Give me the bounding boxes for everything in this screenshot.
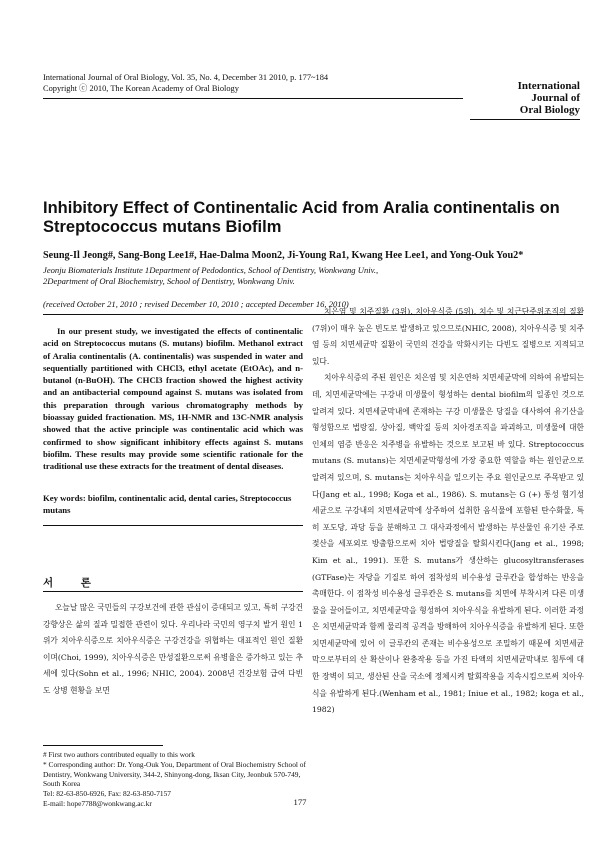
author-list: Seung-Il Jeong#, Sang-Bong Lee1#, Hae-Dalma Moon2, Ji-Young Ra1, Kwang Hee Lee1, and Yong-Ouk You2*	[43, 250, 524, 261]
affiliations	[43, 265, 583, 287]
affiliation-2: 2Department of Oral Biochemistry, School of Dentistry, Wonkwang Univ.	[43, 276, 295, 286]
affiliation-1: Jeonju Biomaterials Institute 1Department of Pedodontics, School of Dentistry, Wonkwang Univ.,	[43, 265, 379, 275]
copyright-line: Copyright ⓒ 2010, The Korean Academy of Oral Biology	[43, 84, 239, 93]
footnote-corresponding-author: * Corresponding author: Dr. Yong-Ouk You, Department of Oral Biochemistry School of Dentistry, Wonkwang University, 344-2, Shinyong-dong, Iksan City, Jeonbuk 570-749, South Korea	[43, 759, 306, 789]
keywords-label: Key words:	[43, 493, 86, 503]
body-paragraph-1: 치은염 및 치주질환 (3위), 치아우식증 (5위), 치수 및 치근단주위조직의 질환 (7위)이 매우 높은 빈도로 발생하고 있으므로(NHIC, 2008), 치아우식증 및 치주염 등의 치면세균막 질환이 국민의 건강을 악화시키는 다빈도 질병으로 지적되고 있다.	[312, 307, 584, 366]
footnote-phone-fax: Tel: 82-63-850-6926, Fax: 82-63-850-7157	[43, 789, 171, 799]
body-text-right	[312, 304, 584, 719]
section-heading-introduction: 서 론	[43, 577, 103, 589]
abstract-rule	[43, 525, 303, 526]
body-paragraph-2: 치아우식증의 주된 원인은 치은염 및 치은연하 치면세균막에 의하여 유발되는데, 치면세균막에는 구강내 미생물이 형성하는 dental biofilm의 일종인 것으로 알려져 있다. 치면세균막내에 존재하는 구강 미생물은 당질을 대사하여 유기산을 형성함으로 법랑질, 상아질, 백악질 등의 치아경조직을 파괴하고, 미생물에 대한 인체의 염증 반응은 치주병을 유발하는 것으로 보고된 바 있다. Streptococcus mutans (S. mutans)는 치면세균막형성에 가장 중요한 역할을 하는 원인균으로 알려져 있으며, S. mutans는 치아우식을 일으키는 주요 원인균으로 주목받고 있다(Jang et al., 1998; Koga et al., 1986). S. mutans는 G (+) 통성 혐기성세균으로 구강내의 치면세균막에 상주하여 섭취한 음식물에 포함된 탄수화물, 특히 포도당, 과당 등을 분해하고 그 대사과정에서 발생하는 부산물인 유기산 주로 젖산을 세포외로 방출함으로써 치아 법랑질을 탈회시킨다(Jang et al., 1998; Kim et al., 1991). 또한 S. mutans가 생산하는 glucosyltransferases (GTFase)는 자당을 기질로 하여 점착성의 비수용성 글루칸을 합성하는 반응을 촉매한다. 이 점착성 비수용성 글루칸은 S. mutans를 치면에 부착시켜 다른 미생물을 끌어들이고, 치면세균막을 형성하여 치아우식을 유발하게 된다. 이러한 과정은 치면세균막과 함께 물리적 공격을 방해하여 치아우식증을 유발하게 된다. 또한 치면세균막에 있어 이 글루칸의 존재는 비수용성으로 조밀하기 때문에 치면세균막으로부터의 산 확산이나 완충작용 등을 가진 타액의 치면세균막내로 침투에 대한 장벽이 되고, 생산된 산을 국소에 정체시켜 탈회작용을 지속시킴으로써 치아우식을 유발하게 된다.(Wenham et al., 1981; Iniue et al., 1982; koga et al., 1982)	[312, 373, 584, 715]
header-rule	[43, 98, 463, 99]
section-rule	[43, 591, 303, 592]
paper-title	[43, 199, 563, 237]
page-number: 177	[293, 797, 307, 807]
footnote-email: E-mail: hope7788@wonkwang.ac.kr	[43, 798, 152, 808]
keywords-text: biofilm, continentalic acid, dental caries, Streptococcus mutans	[43, 493, 292, 515]
journal-citation-header	[43, 72, 328, 94]
received-dates: (received October 21, 2010 ; revised December 10, 2010 ; accepted December 16, 2010)	[43, 299, 349, 309]
footnote-rule	[43, 745, 163, 746]
title-line-2: Streptococcus mutans Biofilm	[43, 218, 282, 236]
citation-line: International Journal of Oral Biology, Vol. 35, No. 4, December 31 2010, p. 177~184	[43, 73, 329, 82]
keywords	[43, 492, 303, 516]
title-line-1: Inhibitory Effect of Continentalic Acid from Aralia continentalis on	[43, 199, 560, 217]
footnote-equal-contribution: # First two authors contributed equally to this work	[43, 750, 195, 759]
journal-name-line-3: Oral Biology	[519, 104, 580, 116]
journal-name-line-2: Journal of	[531, 92, 580, 104]
journal-name-line-1: International	[517, 80, 580, 92]
journal-name-block	[470, 80, 580, 120]
body-text-left: 오늘날 많은 국민들의 구강보건에 관한 관심이 증대되고 있고, 특히 구강건강향상은 삶의 질과 밀접한 관련이 있다. 우리나라 국민의 영구치 발거 원인 1위가 치아우식증으로 치아우식증은 구강건강을 위협하는 대표적인 원인 질환이며(Choi, 1999), 치아우식증은 만성질환으로써 유병율은 증가하고 있는 추세에 있다(Sohn et al., 1996; NHIC, 2004). 2008년 건강보험 급여 다빈도 상병 현황을 보면	[43, 603, 303, 695]
abstract: In our present study, we investigated the effects of continentalic acid on Streptococcus mutans (S. mutans) biofilm. Methanol extract of Aralia continentalis (A. continentalis) was suspended in water and sequentially partitioned with CHCl3, ethyl acetate (EtOAc), and n-butanol (n-BuOH). The CHCl3 fraction showed the highest activity and an antibacterial compound against S. mutans was isolated from this preparation through various chromatography methods by bioassay guided fractionation. MS, 1H-NMR and 13C-NMR analysis showed that the active principle was continentalic acid which was confirmed to show significant inhibitory effects against S. mutans biofilm. These results may provide some scientific rationale for the traditional use these extracts for the treatment of dental diseases.	[43, 326, 303, 472]
